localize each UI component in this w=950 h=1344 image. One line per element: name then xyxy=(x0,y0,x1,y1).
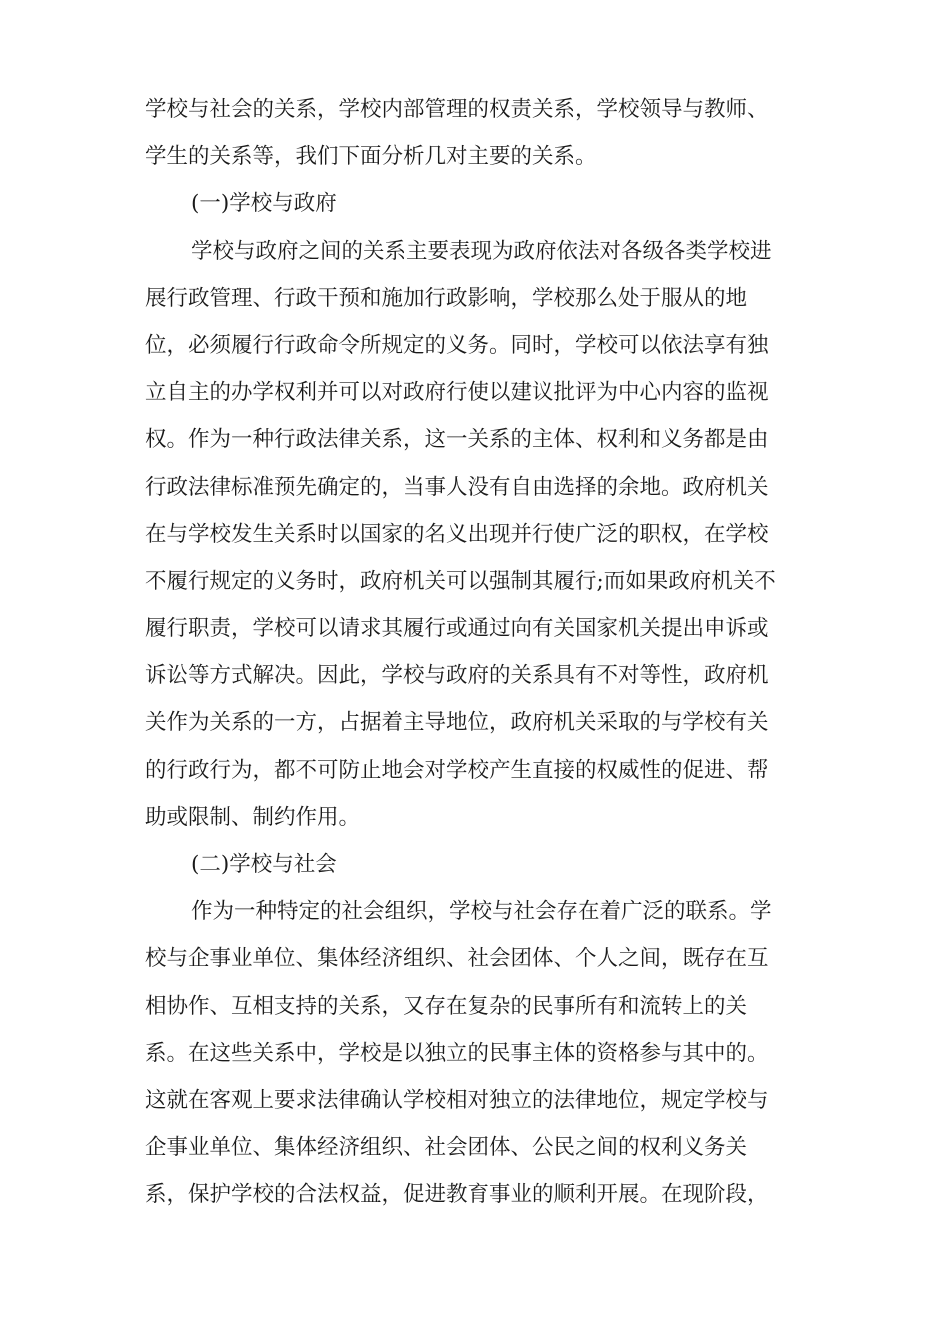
text-line: 相协作、互相支持的关系，又存在复杂的民事所有和流转上的关 xyxy=(145,993,748,1019)
text-line: 学校与社会的关系，学校内部管理的权责关系，学校领导与教师、 xyxy=(145,97,769,122)
text-line: 学生的关系等，我们下面分析几对主要的关系。 xyxy=(145,144,597,170)
text-line: 立自主的办学权利并可以对政府行使以建议批评为中心内容的监视 xyxy=(145,380,769,406)
paragraph-first-line: 学校与政府之间的关系主要表现为政府依法对各级各类学校进 xyxy=(191,238,772,264)
section-heading-school-government: (一)学校与政府 xyxy=(191,191,337,217)
text-line: 系，保护学校的合法权益，促进教育事业的顺利开展。在现阶段， xyxy=(145,1182,769,1208)
text-line: 系。在这些关系中，学校是以独立的民事主体的资格参与其中的。 xyxy=(145,1040,769,1066)
text-line: 权。作为一种行政法律关系，这一关系的主体、权利和义务都是由 xyxy=(145,427,769,453)
text-line: 行政法律标准预先确定的，当事人没有自由选择的余地。政府机关 xyxy=(145,474,769,500)
text-line: 企事业单位、集体经济组织、社会团体、公民之间的权利义务关 xyxy=(145,1135,748,1161)
paragraph-first-line: 作为一种特定的社会组织，学校与社会存在着广泛的联系。学 xyxy=(191,899,772,925)
text-line: 履行职责，学校可以请求其履行或通过向有关国家机关提出申诉或 xyxy=(145,616,769,642)
text-line: 的行政行为，都不可防止地会对学校产生直接的权威性的促进、帮 xyxy=(145,757,769,783)
text-line: 在与学校发生关系时以国家的名义出现并行使广泛的职权，在学校 xyxy=(145,521,769,547)
text-line: 诉讼等方式解决。因此，学校与政府的关系具有不对等性，政府机 xyxy=(145,663,769,689)
section-heading-school-society: (二)学校与社会 xyxy=(191,852,337,877)
text-line: 展行政管理、行政干预和施加行政影响，学校那么处于服从的地 xyxy=(145,285,748,311)
text-line: 位，必须履行行政命令所规定的义务。同时，学校可以依法享有独 xyxy=(145,332,769,358)
document-body xyxy=(145,86,810,1219)
text-line: 关作为关系的一方，占据着主导地位，政府机关采取的与学校有关 xyxy=(145,710,769,736)
text-line: 不履行规定的义务时，政府机关可以强制其履行;而如果政府机关不 xyxy=(145,568,776,594)
text-line: 这就在客观上要求法律确认学校相对独立的法律地位，规定学校与 xyxy=(145,1087,769,1113)
text-line: 校与企事业单位、集体经济组织、社会团体、个人之间，既存在互 xyxy=(145,946,769,972)
text-line: 助或限制、制约作用。 xyxy=(145,804,361,830)
